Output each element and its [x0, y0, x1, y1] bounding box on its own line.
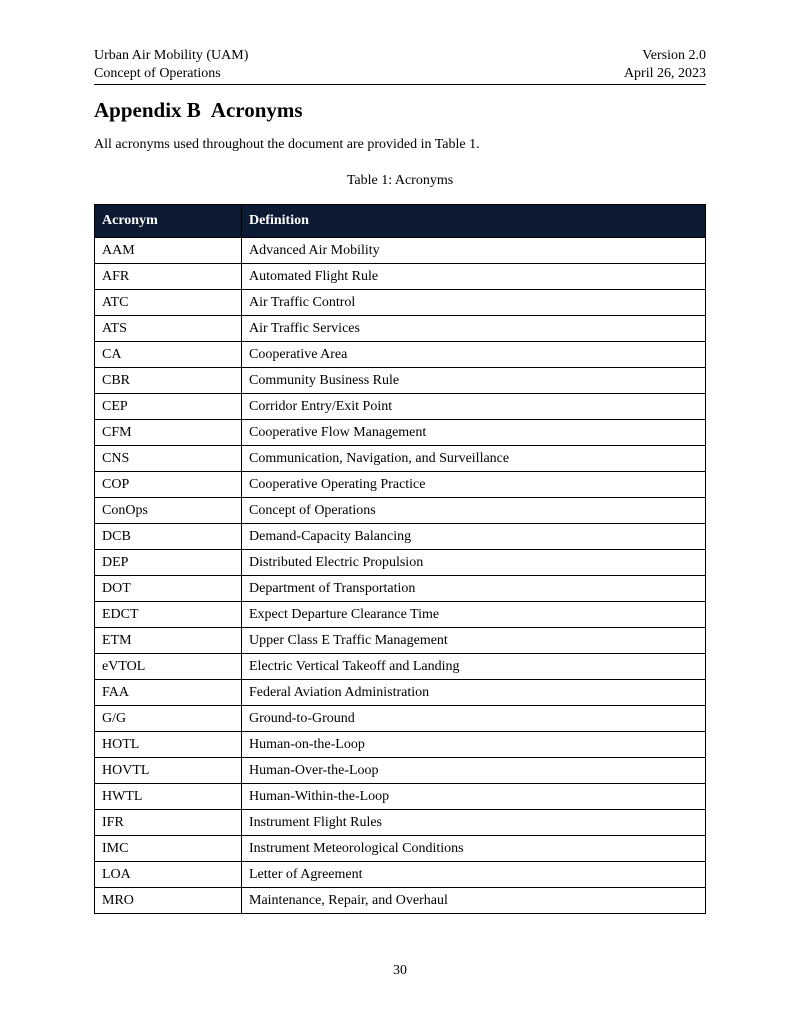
appendix-title: Acronyms: [210, 98, 303, 122]
definition-cell: Concept of Operations: [242, 498, 706, 524]
definition-cell: Expect Departure Clearance Time: [242, 602, 706, 628]
column-header-acronym: Acronym: [95, 205, 242, 238]
acronym-cell: CNS: [95, 446, 242, 472]
table-row: [95, 368, 706, 394]
table-row: [95, 706, 706, 732]
column-header-definition: Definition: [242, 205, 706, 238]
appendix-label: Appendix B: [94, 98, 201, 122]
table-caption: Table 1: Acronyms: [346, 173, 454, 188]
table-row: [95, 446, 706, 472]
document-version: Version 2.0: [642, 48, 706, 63]
acronym-cell: ATC: [95, 290, 242, 316]
table-row: [95, 420, 706, 446]
acronym-cell: COP: [95, 472, 242, 498]
acronym-cell: ETM: [95, 628, 242, 654]
table-row: [95, 290, 706, 316]
acronym-cell: CBR: [95, 368, 242, 394]
definition-cell: Community Business Rule: [242, 368, 706, 394]
acronym-cell: DEP: [95, 550, 242, 576]
definition-cell: Air Traffic Services: [242, 316, 706, 342]
definition-cell: Letter of Agreement: [242, 862, 706, 888]
table-row: [95, 602, 706, 628]
acronym-cell: AFR: [95, 264, 242, 290]
table-row: [95, 654, 706, 680]
document-date: April 26, 2023: [623, 66, 706, 81]
table-row: [95, 394, 706, 420]
table-row: [95, 628, 706, 654]
document-subtitle: Concept of Operations: [94, 66, 221, 81]
acronym-cell: ConOps: [95, 498, 242, 524]
definition-cell: Cooperative Operating Practice: [242, 472, 706, 498]
definition-cell: Ground-to-Ground: [242, 706, 706, 732]
table-row: [95, 264, 706, 290]
definition-cell: Upper Class E Traffic Management: [242, 628, 706, 654]
definition-cell: Air Traffic Control: [242, 290, 706, 316]
table-row: [95, 810, 706, 836]
definition-cell: Human-Over-the-Loop: [242, 758, 706, 784]
acronym-cell: DCB: [95, 524, 242, 550]
table-row: [95, 836, 706, 862]
page-number: 30: [393, 963, 407, 978]
page-header: [94, 47, 706, 85]
table-row: [95, 342, 706, 368]
table-row: [95, 888, 706, 914]
table-row: [95, 524, 706, 550]
definition-cell: Automated Flight Rule: [242, 264, 706, 290]
acronym-cell: HWTL: [95, 784, 242, 810]
definition-cell: Advanced Air Mobility: [242, 238, 706, 264]
definition-cell: Electric Vertical Takeoff and Landing: [242, 654, 706, 680]
acronym-cell: CA: [95, 342, 242, 368]
definition-cell: Corridor Entry/Exit Point: [242, 394, 706, 420]
table-row: [95, 550, 706, 576]
definition-cell: Cooperative Flow Management: [242, 420, 706, 446]
table-row: [95, 316, 706, 342]
definition-cell: Maintenance, Repair, and Overhaul: [242, 888, 706, 914]
acronym-cell: CFM: [95, 420, 242, 446]
table-row: [95, 862, 706, 888]
definition-cell: Distributed Electric Propulsion: [242, 550, 706, 576]
acronym-cell: FAA: [95, 680, 242, 706]
definition-cell: Instrument Meteorological Conditions: [242, 836, 706, 862]
table-row: [95, 680, 706, 706]
acronym-cell: LOA: [95, 862, 242, 888]
acronym-cell: G/G: [95, 706, 242, 732]
definition-cell: Department of Transportation: [242, 576, 706, 602]
definition-cell: Human-Within-the-Loop: [242, 784, 706, 810]
acronyms-table: [94, 204, 706, 914]
definition-cell: Demand-Capacity Balancing: [242, 524, 706, 550]
acronym-cell: IMC: [95, 836, 242, 862]
table-row: [95, 758, 706, 784]
acronym-cell: ATS: [95, 316, 242, 342]
acronym-cell: MRO: [95, 888, 242, 914]
acronym-cell: HOVTL: [95, 758, 242, 784]
acronym-cell: CEP: [95, 394, 242, 420]
definition-cell: Federal Aviation Administration: [242, 680, 706, 706]
table-body: [95, 238, 706, 914]
table-row: [95, 784, 706, 810]
acronym-cell: AAM: [95, 238, 242, 264]
intro-paragraph: All acronyms used throughout the document are provided in Table 1.: [94, 137, 480, 152]
table-row: [95, 472, 706, 498]
header-right: [624, 47, 706, 83]
table-row: [95, 498, 706, 524]
table-row: [95, 576, 706, 602]
table-header-row: [95, 205, 706, 238]
table-row: [95, 732, 706, 758]
acronym-cell: eVTOL: [95, 654, 242, 680]
document-title: Urban Air Mobility (UAM): [94, 48, 249, 63]
definition-cell: Communication, Navigation, and Surveillance: [242, 446, 706, 472]
acronym-cell: IFR: [95, 810, 242, 836]
table-row: [95, 238, 706, 264]
definition-cell: Instrument Flight Rules: [242, 810, 706, 836]
header-left: [94, 47, 248, 83]
acronym-cell: DOT: [95, 576, 242, 602]
appendix-heading: [94, 96, 303, 124]
acronym-cell: HOTL: [95, 732, 242, 758]
acronym-cell: EDCT: [95, 602, 242, 628]
definition-cell: Human-on-the-Loop: [242, 732, 706, 758]
definition-cell: Cooperative Area: [242, 342, 706, 368]
